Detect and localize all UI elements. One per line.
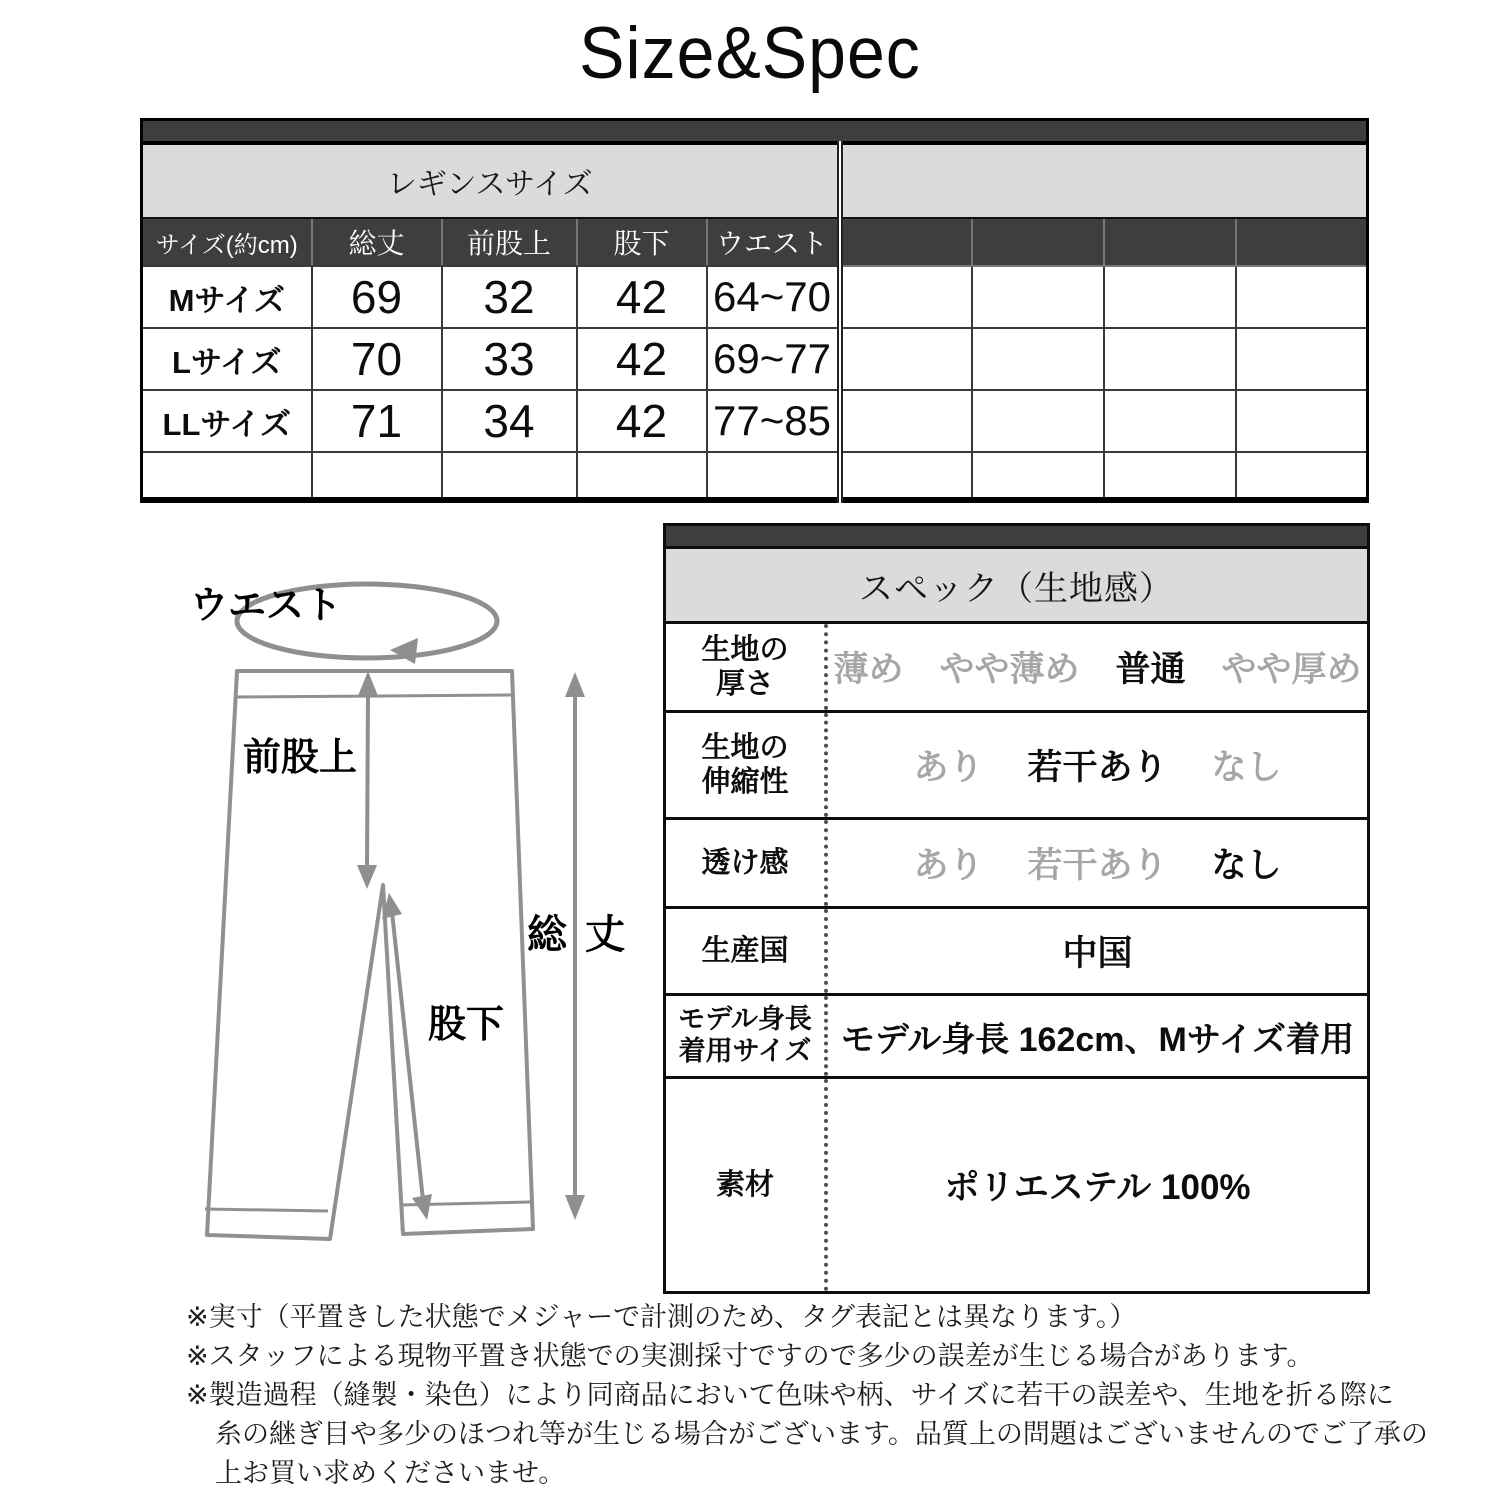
total-length-cell: 70: [312, 328, 442, 390]
option-selected: 普通: [1115, 650, 1186, 689]
spec-row-fabric-stretch: [666, 713, 1367, 820]
front-rise-cell: 32: [442, 266, 577, 328]
empty-cell: [577, 452, 707, 500]
size-name-cell: Mサイズ: [142, 266, 312, 328]
spec-table-top-bar: [666, 526, 1367, 549]
total-length-arrowhead-up-icon: [565, 672, 585, 697]
column-header-empty: [1236, 218, 1368, 266]
total-length-cell: 69: [312, 266, 442, 328]
inseam-label: 股下: [428, 1004, 505, 1046]
spec-row-fabric-thickness: [666, 624, 1367, 713]
spec-table-header-text: スペック（生地感）: [859, 569, 1174, 608]
empty-cell: [1236, 452, 1368, 500]
inseam-cell: 42: [577, 266, 707, 328]
table-row-m: [142, 266, 1368, 328]
empty-cell: [1104, 390, 1236, 452]
table-row-l: [142, 328, 1368, 390]
empty-cell: [142, 452, 312, 500]
size-table-column-header-row: [142, 218, 1368, 266]
spec-row-value: 中国: [1062, 934, 1133, 973]
column-header-front-rise: 前股上: [442, 218, 577, 266]
page-title-text: Size&Spec: [579, 11, 921, 95]
spec-row-material: [666, 1079, 1367, 1291]
spec-row-value: ポリエステル 100%: [944, 1168, 1251, 1207]
size-table-group-header: レギンスサイズ: [142, 143, 840, 218]
front-rise-arrowhead-down-icon: [357, 865, 377, 889]
waist-cell: 64~70: [707, 266, 840, 328]
left-hem-line: [205, 1209, 328, 1211]
waist-cell: 77~85: [707, 390, 840, 452]
option-selected: なし: [1211, 846, 1282, 885]
spec-row-sheerness: [666, 820, 1367, 909]
option: やや厚め: [1221, 650, 1362, 689]
empty-cell: [1104, 452, 1236, 500]
spec-row-country: [666, 909, 1367, 996]
inseam-arrowhead-down-icon: [412, 1194, 432, 1220]
option: やや薄め: [939, 650, 1080, 689]
spec-row-model-size: [666, 996, 1367, 1079]
waist-label: ウエスト: [190, 585, 343, 627]
note-line: 上お買い求めくださいませ。: [215, 1458, 566, 1488]
inseam-cell: 42: [577, 390, 707, 452]
spec-table: [663, 523, 1370, 1294]
empty-cell: [972, 266, 1104, 328]
option: あり: [913, 846, 984, 885]
notes: [186, 1298, 1436, 1493]
front-rise-cell: 34: [442, 390, 577, 452]
empty-cell: [1104, 328, 1236, 390]
spec-row-label: モデル身長 着用サイズ: [666, 996, 828, 1076]
empty-cell: [707, 452, 840, 500]
total-length-arrowhead-down-icon: [565, 1195, 585, 1220]
spec-row-label: 生地の 伸縮性: [666, 713, 828, 817]
spec-row-value: モデル身長 162cm、Mサイズ着用: [840, 1020, 1355, 1059]
spec-row-label: 透け感: [666, 820, 828, 906]
note-line: ※スタッフによる現物平置き状態での実測採寸ですので多少の誤差が生じる場合があります。: [186, 1341, 1314, 1371]
spec-row-options: [828, 624, 1367, 710]
empty-cell: [840, 390, 972, 452]
empty-cell: [972, 452, 1104, 500]
column-header-empty: [972, 218, 1104, 266]
spec-row-label: 素材: [666, 1079, 828, 1291]
front-rise-cell: 33: [442, 328, 577, 390]
empty-cell: [972, 390, 1104, 452]
size-table-group-header-empty: [840, 143, 1368, 218]
option: なし: [1211, 748, 1282, 787]
table-row-empty: [142, 452, 1368, 500]
empty-cell: [972, 328, 1104, 390]
empty-cell: [1236, 266, 1368, 328]
empty-cell: [442, 452, 577, 500]
page-title: [0, 11, 1500, 95]
spec-row-label: 生地の 厚さ: [666, 624, 828, 710]
spec-row-label: 生産国: [666, 909, 828, 993]
inseam-cell: 42: [577, 328, 707, 390]
waist-cell: 69~77: [707, 328, 840, 390]
spec-table-header: [666, 549, 1367, 624]
total-length-cell: 71: [312, 390, 442, 452]
empty-cell: [840, 266, 972, 328]
option: あり: [913, 748, 984, 787]
size-table-group-header-row: [142, 143, 1368, 218]
total-length-label-char1: 総: [527, 913, 567, 957]
column-header-waist: ウエスト: [707, 218, 840, 266]
size-table-top-bar: [142, 120, 1368, 144]
spec-row-options: [828, 820, 1367, 906]
column-header-total-length: 総丈: [312, 218, 442, 266]
option: 若干あり: [1027, 846, 1168, 885]
table-row-ll: [142, 390, 1368, 452]
size-table: [140, 118, 1369, 503]
waist-arrowhead-icon: [390, 638, 418, 664]
empty-cell: [840, 328, 972, 390]
column-header-empty: [1104, 218, 1236, 266]
size-table-top-bar-fill: [142, 120, 1368, 144]
column-header-empty: [840, 218, 972, 266]
front-rise-arrowhead-up-icon: [358, 671, 378, 696]
column-header-inseam: 股下: [577, 218, 707, 266]
empty-cell: [312, 452, 442, 500]
empty-cell: [1236, 390, 1368, 452]
empty-cell: [1104, 266, 1236, 328]
spec-row-options: [828, 713, 1367, 817]
empty-cell: [1236, 328, 1368, 390]
note-line: 糸の継ぎ目や多少のほつれ等が生じる場合がございます。品質上の問題はございませんのでご了承の: [215, 1419, 1428, 1449]
note-line: ※実寸（平置きした状態でメジャーで計測のため、タグ表記とは異なります。）: [186, 1302, 1137, 1332]
empty-cell: [840, 452, 972, 500]
front-rise-label: 前股上: [243, 737, 358, 779]
option: 薄め: [833, 650, 904, 689]
pants-measurement-diagram: [140, 552, 660, 1292]
size-name-cell: Lサイズ: [142, 328, 312, 390]
total-length-label-char2: 丈: [585, 913, 625, 957]
column-header-size: サイズ(約cm): [142, 218, 312, 266]
note-line: ※製造過程（縫製・染色）により同商品において色味や柄、サイズに若干の誤差や、生地を折る際に: [186, 1380, 1394, 1410]
front-rise-arrow: [367, 690, 368, 870]
size-name-cell: LLサイズ: [142, 390, 312, 452]
option-selected: 若干あり: [1027, 748, 1168, 787]
